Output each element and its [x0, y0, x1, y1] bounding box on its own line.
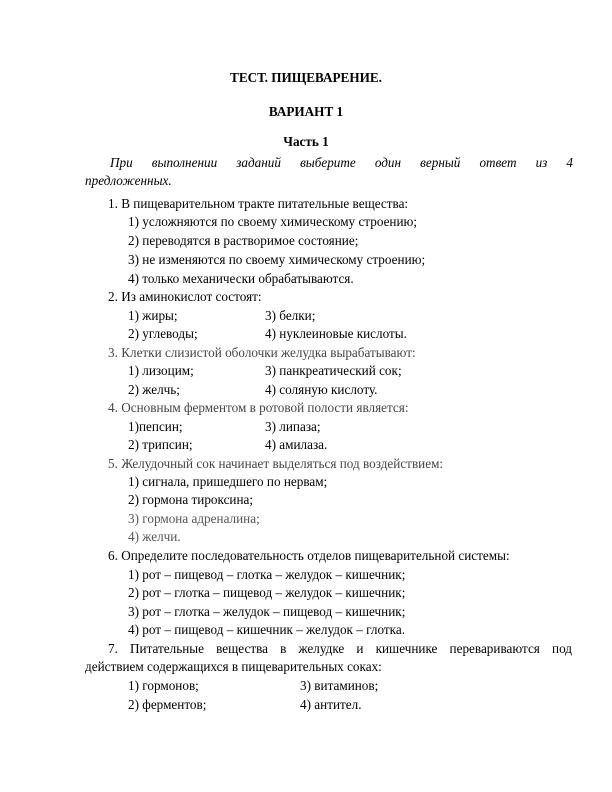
question-5-option-3: 3) гормона адреналина; [128, 511, 260, 526]
question-2-option-2: 2) углеводы; [128, 326, 198, 341]
question-6-text: 6. Определите последовательность отделов пищеварительной системы: [108, 548, 510, 563]
question-2-option-4: 4) нуклеиновые кислоты. [265, 326, 407, 341]
question-4-option-3: 3) липаза; [265, 419, 321, 434]
question-6-option-4: 4) рот – пищевод – кишечник – желудок – глотка. [128, 622, 405, 637]
instruction-line-2: предложенных. [85, 173, 172, 188]
question-1-option-2: 2) переводятся в растворимое состояние; [128, 233, 359, 248]
question-6-option-1: 1) рот – пищевод – глотка – желудок – кишечник; [128, 567, 406, 582]
document-title: ТЕСТ. ПИЩЕВАРЕНИЕ. [230, 70, 382, 85]
question-7-text-line-1: 7. Питательные вещества в желудке и кишечнике перевариваются под [108, 641, 572, 656]
question-7-option-3: 3) витаминов; [300, 678, 379, 693]
variant-heading: ВАРИАНТ 1 [268, 104, 344, 119]
question-4-option-1: 1)пепсин; [128, 419, 183, 434]
question-5-option-1: 1) сигнала, пришедшего по нервам; [128, 474, 328, 489]
part-heading: Часть 1 [283, 134, 329, 149]
question-7-option-1: 1) гормонов; [128, 678, 199, 693]
question-3-option-4: 4) соляную кислоту. [265, 382, 378, 397]
question-1-option-4: 4) только механически обрабатываются. [128, 271, 354, 286]
question-4-option-2: 2) трипсин; [128, 437, 193, 452]
question-7-option-2: 2) ферментов; [128, 697, 207, 712]
question-1-text: 1. В пищеварительном тракте питательные вещества: [108, 196, 409, 211]
question-2-option-3: 3) белки; [265, 308, 316, 323]
question-3-option-3: 3) панкреатический сок; [265, 363, 402, 378]
question-4-text: 4. Основным ферментом в ротовой полости является: [108, 400, 409, 415]
question-3-text: 3. Клетки слизистой оболочки желудка вырабатывают: [108, 345, 416, 360]
question-7-text-line-2: действием содержащихся в пищеварительных соках: [85, 659, 382, 674]
question-1-option-3: 3) не изменяются по своему химическому строению; [128, 252, 426, 267]
question-2-option-1: 1) жиры; [128, 308, 178, 323]
question-3-option-1: 1) лизоцим; [128, 363, 194, 378]
question-4-option-4: 4) амилаза. [265, 437, 328, 452]
instruction-line-1: При выполнении заданий выберите один верный ответ из 4 [110, 155, 573, 170]
question-1-option-1: 1) усложняются по своему химическому строению; [128, 214, 418, 229]
question-5-option-4: 4) желчи. [128, 529, 181, 544]
question-5-option-2: 2) гормона тироксина; [128, 492, 254, 507]
question-3-option-2: 2) желчь; [128, 382, 180, 397]
question-2-text: 2. Из аминокислот состоят: [108, 289, 262, 304]
question-7-option-4: 4) антител. [300, 697, 362, 712]
question-6-option-2: 2) рот – глотка – пищевод – желудок – кишечник; [128, 585, 406, 600]
question-5-text: 5. Желудочный сок начинает выделяться под воздействием: [108, 456, 444, 471]
question-6-option-3: 3) рот – глотка – желудок – пищевод – кишечник; [128, 604, 406, 619]
